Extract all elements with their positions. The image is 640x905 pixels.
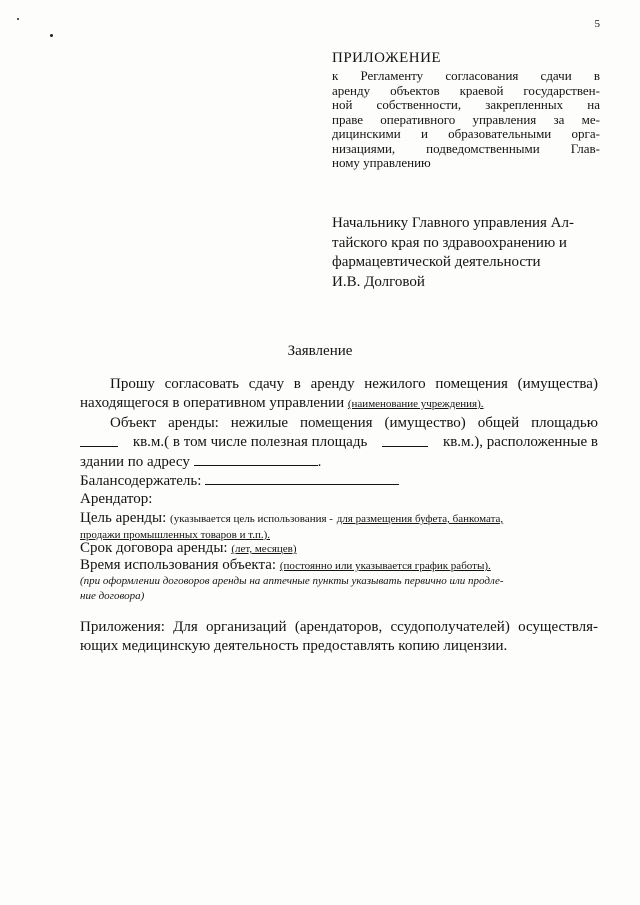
paragraph-object-line-3	[80, 453, 598, 471]
usage-label: Время использования объекта:	[80, 557, 277, 573]
usage-line	[80, 557, 598, 574]
request-word: (имущества)	[517, 376, 598, 392]
paragraph-object-line-2	[80, 434, 598, 451]
tenant-line	[80, 491, 598, 508]
appendix-word: объектов	[390, 82, 440, 98]
document-title: Заявление	[287, 343, 353, 359]
appendix-word: управления	[472, 111, 537, 127]
addressee-line: тайского края по здравоохранению и	[332, 234, 567, 251]
appendix-word: ме-	[581, 111, 600, 127]
appendix-word: на	[587, 97, 600, 112]
attachments-word: (арендаторов,	[294, 619, 383, 635]
appendix-line	[332, 113, 600, 128]
appendix-text	[332, 69, 600, 171]
purpose-label: Цель аренды:	[80, 510, 167, 526]
attachments-word: ссудополучателей)	[390, 619, 510, 635]
appendix-word: Регламенту	[360, 68, 424, 83]
tenant-label: Арендатор:	[80, 491, 153, 507]
request-text: находящегося в оперативном управлении	[80, 395, 345, 411]
appendix-line	[332, 142, 600, 157]
appendix-word: за	[553, 111, 565, 127]
paragraph-request-line-2	[80, 395, 598, 412]
addressee-block	[332, 214, 602, 292]
appendix-word: подведомственными	[426, 140, 540, 156]
addressee-line: Начальнику Главного управления Ал-	[332, 215, 574, 231]
attachments-line-1	[80, 619, 598, 636]
object-word: (имущество)	[384, 415, 466, 431]
request-word: согласовать	[164, 376, 239, 392]
appendix-line	[332, 156, 600, 171]
appendix-word: ной	[332, 97, 353, 112]
request-word: помещения	[435, 376, 508, 392]
object-word: площадью	[531, 415, 598, 431]
term-label: Срок договора аренды:	[80, 540, 228, 556]
object-word: Объект	[110, 415, 157, 431]
appendix-word: орга-	[571, 126, 600, 141]
purpose-note: (указывается цель использования -	[170, 513, 333, 525]
appendix-word: краевой	[459, 82, 504, 98]
appendix-word: и	[420, 126, 428, 141]
usage-note: (постоянно или указывается график работы).	[279, 560, 491, 572]
appendix-word: образовательными	[448, 126, 552, 141]
balance-holder-label: Балансодержатель:	[80, 473, 202, 489]
appendix-block	[332, 50, 600, 171]
appendix-word: дицинскими	[332, 126, 401, 141]
term-line	[80, 540, 598, 557]
area-text: кв.м.( в том числе полезная площадь	[132, 434, 368, 450]
appendix-word: низациями,	[332, 140, 396, 156]
addressee-line: фармацевтической деятельности	[332, 254, 541, 270]
paragraph-object-line-1	[110, 415, 598, 432]
appendix-word: оперативного	[380, 111, 456, 127]
purpose-example-cont: продажи промышленных товаров и т.п.).	[80, 529, 271, 541]
scan-speck	[50, 34, 53, 37]
appendix-word: закрепленных	[485, 97, 564, 112]
appendix-line	[332, 84, 600, 99]
term-note: (лет, месяцев)	[231, 543, 297, 555]
appendix-word: ному управлению	[332, 155, 431, 170]
appendix-word: праве	[332, 111, 364, 127]
address-blank	[194, 453, 318, 466]
purpose-example: для размещения буфета, банкомата,	[336, 513, 504, 525]
appendix-word: собственности,	[376, 97, 462, 112]
page-number: 5	[594, 18, 600, 30]
application-body	[80, 376, 598, 676]
appendix-word: к	[332, 68, 339, 83]
appendix-line	[332, 69, 600, 84]
paragraph-request-line-1	[110, 376, 598, 393]
attachments-line-2: ющих медицинскую деятельность предоставлять копию лицензии.	[80, 638, 508, 654]
appendix-line	[332, 98, 600, 113]
attachments-word: организаций	[206, 619, 287, 635]
object-word: помещения	[300, 415, 373, 431]
pharmacy-note-line-1: (при оформлении договоров аренды на аптечные пункты указывать первично или продле-	[80, 575, 504, 587]
appendix-word: аренду	[332, 82, 371, 98]
request-word: сдачу	[248, 376, 285, 392]
addressee-line: И.В. Долговой	[332, 273, 425, 290]
scan-speck	[17, 18, 19, 20]
appendix-word: сдачи	[540, 68, 572, 83]
object-word: нежилые	[230, 415, 289, 431]
attachments-word: осуществля-	[518, 619, 598, 635]
address-end: .	[317, 454, 322, 470]
institution-name-note: (наименование учреждения).	[347, 398, 484, 410]
pharmacy-note-line-2: ние договора)	[80, 590, 145, 602]
appendix-word: в	[593, 68, 600, 83]
total-area-blank	[80, 434, 118, 447]
appendix-word: согласования	[445, 68, 519, 83]
area-text-end: кв.м.), расположенные в	[442, 434, 598, 450]
attachments-word: Для	[173, 619, 198, 635]
appendix-line	[332, 127, 600, 142]
attachments-word: Приложения:	[80, 619, 165, 635]
balance-holder-blank	[205, 472, 399, 485]
useful-area-blank	[382, 434, 428, 447]
appendix-title: ПРИЛОЖЕНИЕ	[332, 50, 442, 66]
request-word: аренду	[310, 376, 355, 392]
request-word: в	[293, 376, 301, 392]
request-word: Прошу	[110, 376, 155, 392]
appendix-word: государствен-	[523, 82, 600, 98]
purpose-line-1	[80, 510, 598, 527]
object-word: аренды:	[168, 415, 219, 431]
request-word: нежилого	[364, 376, 426, 392]
balance-holder-line	[80, 472, 598, 490]
address-label: здании по адресу	[80, 454, 190, 470]
appendix-word: Глав-	[570, 140, 600, 156]
object-word: общей	[477, 415, 520, 431]
